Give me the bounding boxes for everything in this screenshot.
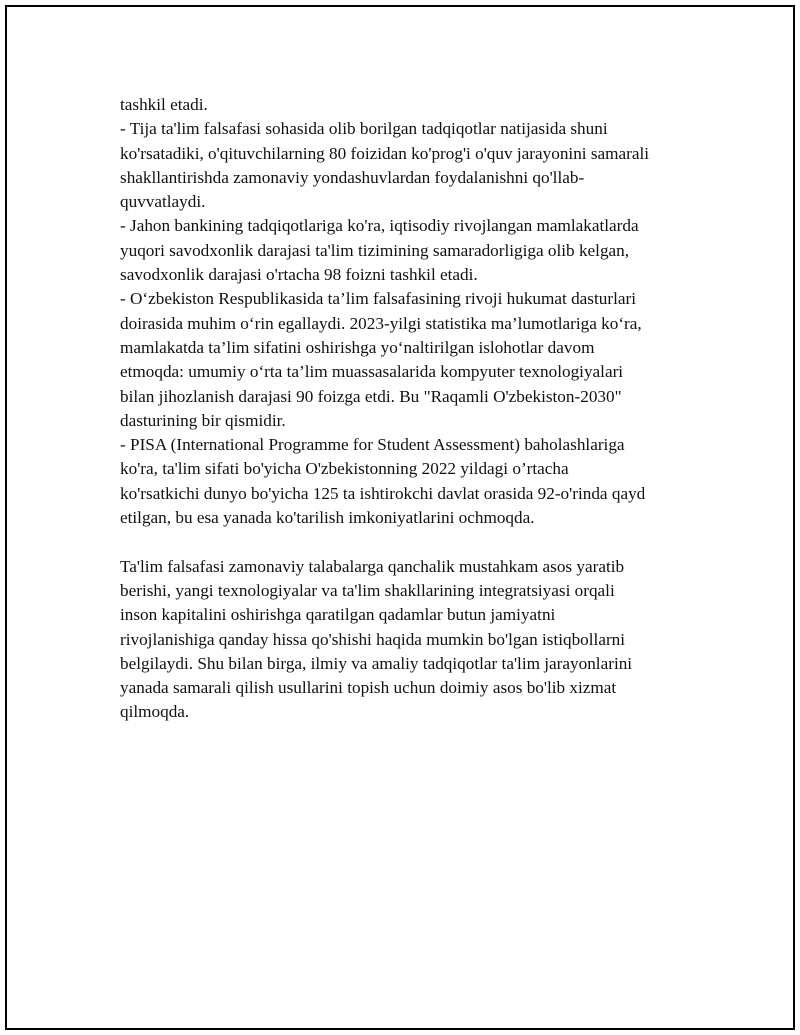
paragraph-statistics (120, 93, 710, 530)
text-line: dasturining bir qismidir. (120, 410, 286, 430)
text-line: doirasida muhim o‘rin egallaydi. 2023-yilgi statistika ma’lumotlariga ko‘ra, (120, 313, 642, 333)
paragraph-conclusion (120, 555, 710, 725)
text-line: Ta'lim falsafasi zamonaviy talabalarga qanchalik mustahkam asos yaratib (120, 556, 625, 576)
text-line: inson kapitalini oshirishga qaratilgan qadamlar butun jamiyatni (120, 605, 556, 625)
text-line: tashkil etadi. (120, 95, 208, 114)
text-line: berishi, yangi texnologiyalar va ta'lim shakllarining integratsiyasi orqali (120, 580, 615, 600)
text-line: shakllantirishda zamonaviy yondashuvlardan foydalanishni qo'llab- (120, 167, 585, 187)
text-line: - Jahon bankining tadqiqotlariga ko'ra, iqtisodiy rivojlangan mamlakatlarda (120, 216, 639, 236)
text-line: yuqori savodxonlik darajasi ta'lim tizimining samaradorligiga olib kelgan, (120, 240, 630, 260)
text-line: - PISA (International Programme for Student Assessment) baholashlariga (120, 435, 625, 455)
text-line: ko'ra, ta'lim sifati bo'yicha O'zbekistonning 2022 yildagi o’rtacha (120, 459, 569, 479)
document-body (120, 93, 710, 725)
paragraph-spacer (120, 530, 710, 554)
text-line: savodxonlik darajasi o'rtacha 98 foizni tashkil etadi. (120, 265, 478, 285)
text-line: quvvatlaydi. (120, 192, 206, 212)
text-line: bilan jihozlanish darajasi 90 foizga etdi. Bu "Raqamli O'zbekiston-2030" (120, 386, 622, 406)
text-line: - O‘zbekiston Respublikasida ta’lim falsafasining rivoji hukumat dasturlari (120, 289, 636, 309)
text-line: - Tija ta'lim falsafasi sohasida olib borilgan tadqiqotlar natijasida shuni (120, 119, 608, 139)
text-line: belgilaydi. Shu bilan birga, ilmiy va amaliy tadqiqotlar ta'lim jarayonlarini (120, 653, 633, 673)
text-line: mamlakatda ta’lim sifatini oshirishga yo‘naltirilgan islohotlar davom (120, 337, 595, 357)
document-page (5, 5, 795, 1030)
text-line: rivojlanishiga qanday hissa qo'shishi haqida mumkin bo'lgan istiqbollarni (120, 629, 626, 649)
text-line: ko'rsatkichi dunyo bo'yicha 125 ta ishtirokchi davlat orasida 92-o'rinda qayd (120, 483, 646, 503)
text-line: ko'rsatadiki, o'qituvchilarning 80 foizidan ko'prog'i o'quv jarayonini samarali (120, 143, 650, 163)
text-line: etilgan, bu esa yanada ko'tarilish imkoniyatlarini ochmoqda. (120, 508, 535, 528)
text-line: yanada samarali qilish usullarini topish uchun doimiy asos bo'lib xizmat (120, 678, 617, 698)
text-line: etmoqda: umumiy o‘rta ta’lim muassasalarida kompyuter texnologiyalari (120, 362, 624, 382)
text-line: qilmoqda. (120, 702, 190, 722)
